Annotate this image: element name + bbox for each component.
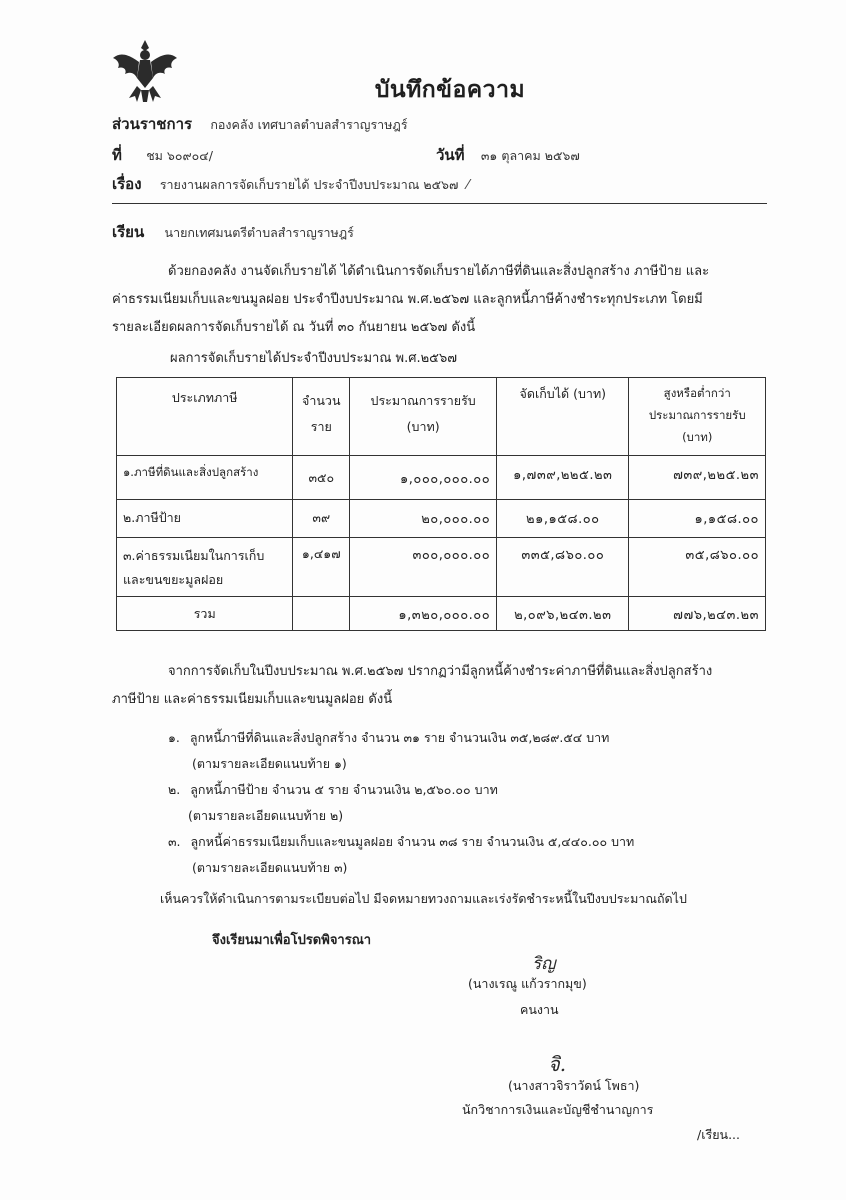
subject-row xyxy=(112,172,469,196)
table-row xyxy=(117,538,766,597)
reference-value: ชม ๖๐๙๐๔/ xyxy=(146,148,213,163)
signer-name-2: (นางสาวจิราวัดน์ โพธา) xyxy=(508,1078,640,1093)
total-estimate: ๑,๓๒๐,๐๐๐.๐๐ xyxy=(350,597,497,631)
list-item: ๑. ลูกหนี้ภาษีที่ดินและสิ่งปลูกสร้าง จำนวน ๓๑ ราย จำนวนเงิน ๓๕,๒๘๙.๕๔ บาท xyxy=(168,730,610,745)
col-header-estimate: ประมาณการรายรับ (บาท) xyxy=(350,378,497,456)
row-count: ๑,๔๑๗ xyxy=(293,538,350,597)
total-collected: ๒,๐๙๖,๒๔๓.๒๓ xyxy=(497,597,629,631)
header-divider xyxy=(112,203,767,204)
row-estimate: ๑,๐๐๐,๐๐๐.๐๐ xyxy=(350,456,497,500)
row-diff: ๗๓๙,๒๒๕.๒๓ xyxy=(629,456,766,500)
garuda-emblem-icon xyxy=(110,38,180,104)
row-estimate: ๒๐,๐๐๐.๐๐ xyxy=(350,500,497,538)
table-total-row xyxy=(117,597,766,631)
row-collected: ๒๑,๑๕๘.๐๐ xyxy=(497,500,629,538)
list-item: ๒. ลูกหนี้ภาษีป้าย จำนวน ๕ ราย จำนวนเงิน ๒,๕๖๐.๐๐ บาท xyxy=(168,782,498,797)
debtor-intro-line-1: จากการจัดเก็บในปีงบประมาณ พ.ศ.๒๕๖๗ ปรากฏว่ามีลูกหนี้ค้างชำระค่าภาษีที่ดินและสิ่งปลูกสร้าง xyxy=(168,664,713,679)
reference-row xyxy=(112,143,213,167)
closing-text: จึงเรียนมาเพื่อโปรดพิจารณา xyxy=(212,933,372,948)
col-header-count: จำนวน ราย xyxy=(293,378,350,456)
date-row xyxy=(436,143,580,167)
signature-mark-2: จิ. xyxy=(548,1052,567,1076)
total-diff: ๗๗๖,๒๔๓.๒๓ xyxy=(629,597,766,631)
addressee-value: นายกเทศมนตรีตำบลสำราญราษฎร์ xyxy=(164,225,354,240)
subject-value: รายงานผลการจัดเก็บรายได้ ประจำปีงบประมาณ ๒๕๖๗ xyxy=(159,177,459,192)
signer-title-1: คนงาน xyxy=(520,1002,559,1017)
agency-value: กองคลัง เทศบาลตำบลสำราญราษฎร์ xyxy=(210,117,408,132)
row-count: ๓๕๐ xyxy=(293,456,350,500)
conclusion-text: เห็นควรให้ดำเนินการตามระเบียบต่อไป มีจดหมายทวงถามและเร่งรัดชำระหนี้ในปีงบประมาณถัดไป xyxy=(160,891,687,906)
table-row xyxy=(117,500,766,538)
row-estimate: ๓๐๐,๐๐๐.๐๐ xyxy=(350,538,497,597)
col-header-diff: สูงหรือต่ำกว่า ประมาณการรายรับ (บาท) xyxy=(629,378,766,456)
agency-row xyxy=(112,112,408,136)
check-mark-icon: ⁄ xyxy=(466,177,469,193)
date-label: วันที่ xyxy=(436,146,465,164)
row-diff: ๓๕,๘๖๐.๐๐ xyxy=(629,538,766,597)
row-type: ๒.ภาษีป้าย xyxy=(117,500,293,538)
list-item-note: (ตามรายละเอียดแนบท้าย ๓) xyxy=(192,860,348,875)
row-count: ๓๙ xyxy=(293,500,350,538)
revenue-table xyxy=(116,377,766,631)
table-caption: ผลการจัดเก็บรายได้ประจำปีงบประมาณ พ.ศ.๒๕๖๗ xyxy=(170,351,458,366)
table-row xyxy=(117,456,766,500)
col-header-type: ประเภทภาษี xyxy=(117,378,293,456)
intro-line-2: ค่าธรรมเนียมเก็บและขนมูลฝอย ประจำปีงบประมาณ พ.ศ.๒๕๖๗ และลูกหนี้ภาษีค้างชำระทุกประเภท โดยมี xyxy=(112,292,703,307)
debtor-intro-line-2: ภาษีป้าย และค่าธรรมเนียมเก็บและขนมูลฝอย ดังนี้ xyxy=(112,692,393,707)
row-type: ๓.ค่าธรรมเนียมในการเก็บ และขนขยะมูลฝอย xyxy=(117,538,293,597)
total-count xyxy=(293,597,350,631)
intro-line-3: รายละเอียดผลการจัดเก็บรายได้ ณ วันที่ ๓๐ กันยายน ๒๕๖๗ ดังนี้ xyxy=(112,320,476,335)
signer-name-1: (นางเรณู แก้วรากมุข) xyxy=(468,976,587,991)
row-collected: ๓๓๕,๘๖๐.๐๐ xyxy=(497,538,629,597)
col-header-collected: จัดเก็บได้ (บาท) xyxy=(497,378,629,456)
date-value: ๓๑ ตุลาคม ๒๕๖๗ xyxy=(480,148,580,163)
list-item-note: (ตามรายละเอียดแนบท้าย ๑) xyxy=(192,756,347,771)
signature-mark-1: ริญ xyxy=(532,954,556,974)
table-header-row xyxy=(117,378,766,456)
list-item: ๓. ลูกหนี้ค่าธรรมเนียมเก็บและขนมูลฝอย จำนวน ๓๘ ราย จำนวนเงิน ๕,๔๔๐.๐๐ บาท xyxy=(168,834,635,849)
row-type: ๑.ภาษีที่ดินและสิ่งปลูกสร้าง xyxy=(117,456,293,500)
signer-title-2: นักวิชาการเงินและบัญชีชำนาญการ xyxy=(462,1102,654,1117)
row-diff: ๑,๑๕๘.๐๐ xyxy=(629,500,766,538)
row-collected: ๑,๗๓๙,๒๒๕.๒๓ xyxy=(497,456,629,500)
reference-label: ที่ xyxy=(112,146,122,164)
subject-label: เรื่อง xyxy=(112,175,142,193)
agency-label: ส่วนราชการ xyxy=(112,115,193,133)
memo-title: บันทึกข้อความ xyxy=(374,77,526,103)
intro-line-1: ด้วยกองคลัง งานจัดเก็บรายได้ ได้ดำเนินการจัดเก็บรายได้ภาษีที่ดินและสิ่งปลูกสร้าง ภาษีป้าย และ xyxy=(168,264,710,279)
addressee-row xyxy=(112,220,354,244)
continuation-marker: /เรียน... xyxy=(697,1127,740,1142)
list-item-note: (ตามรายละเอียดแนบท้าย ๒) xyxy=(188,808,344,823)
addressee-label: เรียน xyxy=(112,223,145,241)
total-label: รวม xyxy=(117,597,293,631)
